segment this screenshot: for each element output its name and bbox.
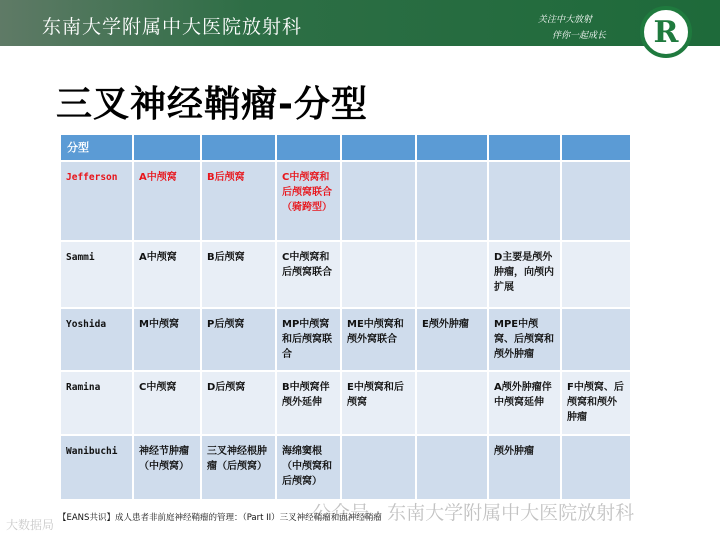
table-cell: A中颅窝	[133, 161, 201, 241]
table-cell: D主要是颅外肿瘤，向颅内扩展	[488, 241, 561, 308]
table-row	[60, 435, 631, 500]
table-cell: 海绵窦根（中颅窝和后颅窝）	[276, 435, 341, 500]
header-cell	[201, 134, 276, 161]
table-cell	[561, 308, 631, 371]
header-cell	[133, 134, 201, 161]
table-cell: A颅外肿瘤伴中颅窝延伸	[488, 371, 561, 435]
department-name: 东南大学附属中大医院放射科	[42, 16, 303, 38]
table-cell: P后颅窝	[201, 308, 276, 371]
table-row	[60, 161, 631, 241]
table-cell	[416, 371, 488, 435]
slogan-line2: 伴你一起成长	[552, 31, 607, 41]
table-cell	[416, 241, 488, 308]
table-cell: C中颅窝和后颅窝联合（骑跨型）	[276, 161, 341, 241]
table-cell: MP中颅窝和后颅窝联合	[276, 308, 341, 371]
classification-name: Jefferson	[60, 161, 133, 241]
table-row	[60, 308, 631, 371]
table-cell: ME中颅窝和颅外窝联合	[341, 308, 416, 371]
table-cell	[561, 435, 631, 500]
hospital-logo: R	[640, 6, 692, 58]
table-cell: A中颅窝	[133, 241, 201, 308]
table-cell: E颅外肿瘤	[416, 308, 488, 371]
table-cell	[341, 241, 416, 308]
reference-note: 【EANS共识】成人患者非前庭神经鞘瘤的管理：（Part II）三叉神经鞘瘤和面神经鞘瘤	[58, 513, 382, 523]
table-cell	[488, 161, 561, 241]
header-cell: 分型	[60, 134, 133, 161]
table-cell: B后颅窝	[201, 161, 276, 241]
table-cell	[341, 161, 416, 241]
table-cell: 神经节肿瘤（中颅窝）	[133, 435, 201, 500]
table-cell: MPE中颅窝、后颅窝和颅外肿瘤	[488, 308, 561, 371]
table-cell: 颅外肿瘤	[488, 435, 561, 500]
table-cell: B后颅窝	[201, 241, 276, 308]
header-cell	[561, 134, 631, 161]
classification-name: Yoshida	[60, 308, 133, 371]
slide-title: 三叉神经鞘瘤-分型	[56, 84, 368, 125]
table-cell: C中颅窝	[133, 371, 201, 435]
header-cell	[276, 134, 341, 161]
table-cell	[416, 161, 488, 241]
table-cell: E中颅窝和后颅窝	[341, 371, 416, 435]
table-cell: M中颅窝	[133, 308, 201, 371]
table-cell	[341, 435, 416, 500]
header-banner	[0, 0, 720, 46]
classification-name: Sammi	[60, 241, 133, 308]
table-cell	[561, 161, 631, 241]
table-cell	[416, 435, 488, 500]
header-cell	[341, 134, 416, 161]
slogan-line1: 关注中大放射	[538, 15, 593, 25]
header-cell	[488, 134, 561, 161]
classification-name: Wanibuchi	[60, 435, 133, 500]
table-cell: 三叉神经根肿瘤（后颅窝）	[201, 435, 276, 500]
header-cell	[416, 134, 488, 161]
table-cell: B中颅窝伴颅外延伸	[276, 371, 341, 435]
classification-table	[59, 133, 632, 501]
table-cell: F中颅窝、后颅窝和颅外肿瘤	[561, 371, 631, 435]
table-row	[60, 371, 631, 435]
table-cell	[561, 241, 631, 308]
classification-name: Ramina	[60, 371, 133, 435]
table-header-row	[60, 134, 631, 161]
table-cell: C中颅窝和后颅窝联合	[276, 241, 341, 308]
watermark-corner: 大数据局	[6, 518, 55, 532]
watermark: 公众号 · 东南大学附属中大医院放射科	[312, 502, 635, 524]
table-row	[60, 241, 631, 308]
table-cell: D后颅窝	[201, 371, 276, 435]
